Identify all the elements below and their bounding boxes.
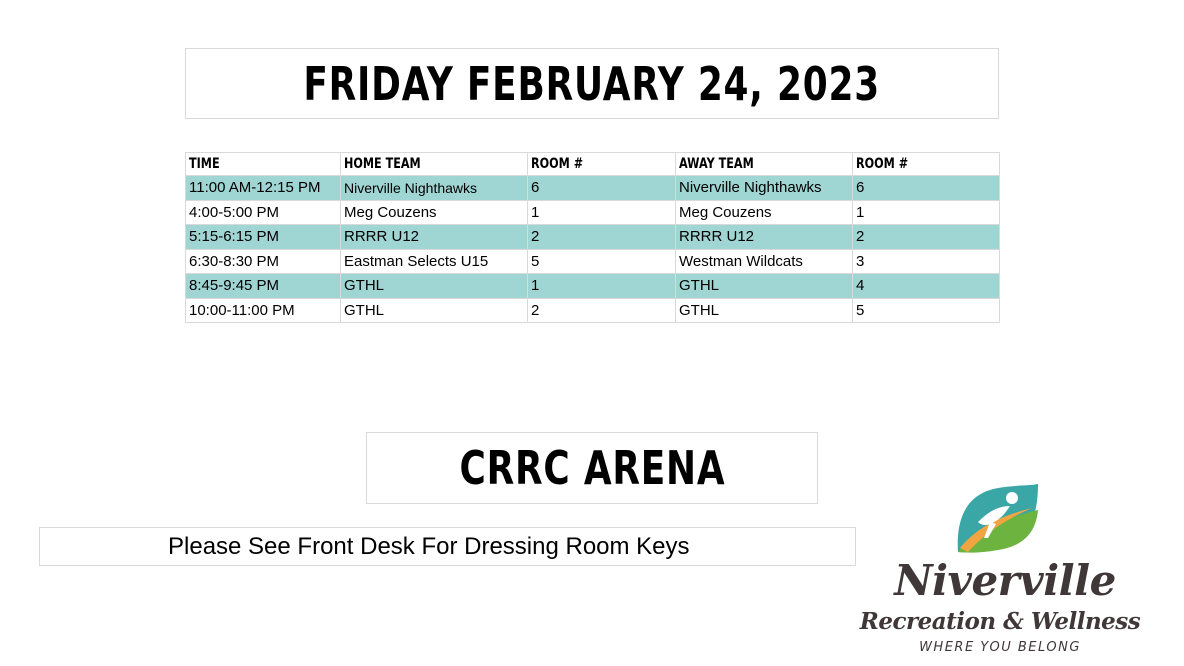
page-title: FRIDAY FEBRUARY 24, 2023 (303, 56, 881, 111)
time-cell: 5:15-6:15 PM (186, 225, 341, 250)
column-header-home-room: ROOM # (528, 153, 676, 176)
table-row (186, 298, 1000, 323)
column-header-home-team: HOME TEAM (341, 153, 528, 176)
home-room-cell: 2 (528, 225, 676, 250)
niverville-logo (840, 478, 1160, 660)
home-team-cell: Eastman Selects U15 (341, 249, 528, 274)
home-team-cell: GTHL (341, 298, 528, 323)
leaf-figure-icon (954, 482, 1040, 554)
away-room-cell: 6 (853, 176, 1000, 201)
logo-wordmark: Niverville (894, 556, 1116, 605)
table-row (186, 225, 1000, 250)
time-cell: 4:00-5:00 PM (186, 200, 341, 225)
table-row (186, 176, 1000, 201)
dressing-room-notice: Please See Front Desk For Dressing Room Keys (168, 532, 690, 560)
home-room-cell: 1 (528, 274, 676, 299)
schedule-table (185, 152, 1000, 323)
home-room-cell: 5 (528, 249, 676, 274)
table-header-row (186, 153, 1000, 176)
table-row (186, 274, 1000, 299)
home-team-cell: RRRR U12 (341, 225, 528, 250)
time-cell: 10:00-11:00 PM (186, 298, 341, 323)
time-cell: 8:45-9:45 PM (186, 274, 341, 299)
column-header-time: TIME (186, 153, 341, 176)
home-room-cell: 1 (528, 200, 676, 225)
away-team-cell: Westman Wildcats (676, 249, 853, 274)
home-team-cell: GTHL (341, 274, 528, 299)
home-room-cell: 2 (528, 298, 676, 323)
date-title-box (185, 48, 999, 119)
away-team-cell: RRRR U12 (676, 225, 853, 250)
away-team-cell: GTHL (676, 274, 853, 299)
time-cell: 11:00 AM-12:15 PM (186, 176, 341, 201)
time-cell: 6:30-8:30 PM (186, 249, 341, 274)
away-team-cell: Niverville Nighthawks (676, 176, 853, 201)
away-room-cell: 4 (853, 274, 1000, 299)
table-row (186, 249, 1000, 274)
home-room-cell: 6 (528, 176, 676, 201)
column-header-away-room: ROOM # (853, 153, 1000, 176)
venue-title: CRRC ARENA (459, 441, 725, 495)
away-room-cell: 3 (853, 249, 1000, 274)
column-header-away-team: AWAY TEAM (676, 153, 853, 176)
away-room-cell: 2 (853, 225, 1000, 250)
notice-box (39, 527, 856, 566)
away-team-cell: Meg Couzens (676, 200, 853, 225)
away-room-cell: 1 (853, 200, 1000, 225)
logo-tagline: WHERE YOU BELONG (919, 640, 1081, 655)
table-row (186, 200, 1000, 225)
away-team-cell: GTHL (676, 298, 853, 323)
away-room-cell: 5 (853, 298, 1000, 323)
logo-subtitle: Recreation & Wellness (859, 608, 1141, 635)
home-team-cell: Niverville Nighthawks (341, 176, 528, 201)
venue-box (366, 432, 818, 504)
home-team-cell: Meg Couzens (341, 200, 528, 225)
